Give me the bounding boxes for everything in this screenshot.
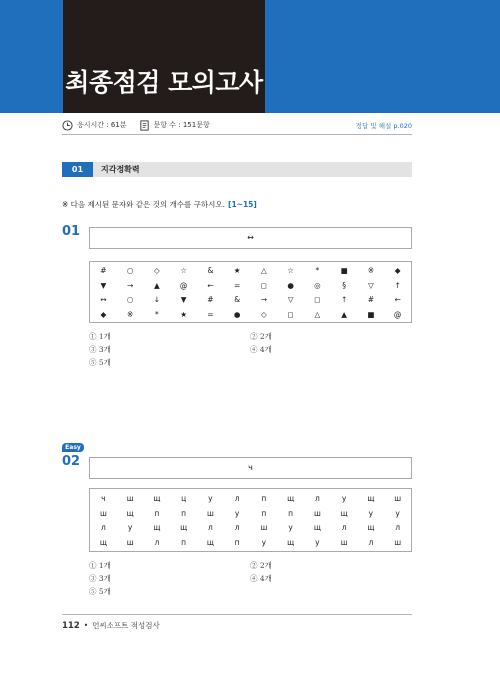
- option-1[interactable]: ① 1개: [89, 332, 111, 341]
- grid-symbol: ○: [126, 266, 134, 275]
- grid-symbol: щ: [313, 523, 321, 532]
- answer-reference[interactable]: 정답 및 해설 p.020: [355, 122, 412, 130]
- option-3[interactable]: ③ 3개: [89, 345, 111, 354]
- grid-symbol: ш: [340, 537, 348, 547]
- instruction-range: [1~15]: [228, 200, 257, 209]
- grid-symbol: у: [368, 508, 374, 518]
- grid-symbol: #: [367, 295, 375, 304]
- grid-symbol: у: [127, 523, 133, 532]
- symbol-grid-box: [89, 261, 412, 323]
- section-number: 01: [62, 162, 93, 177]
- page-title: 최종점검 모의고사: [65, 68, 263, 97]
- grid-symbol: #: [207, 295, 214, 304]
- grid-symbol: ▽: [287, 295, 294, 304]
- grid-symbol: *: [155, 309, 159, 319]
- grid-symbol: ★: [233, 266, 241, 275]
- grid-symbol: ★: [180, 309, 187, 319]
- grid-symbol: &: [207, 266, 214, 275]
- option-4[interactable]: ④ 4개: [250, 574, 272, 583]
- grid-symbol: л: [314, 494, 320, 503]
- option-3[interactable]: ③ 3개: [89, 574, 111, 583]
- grid-symbol: п: [261, 508, 267, 518]
- grid-symbol: ▽: [367, 280, 374, 290]
- grid-symbol: ◆: [394, 266, 401, 275]
- easy-badge: Easy: [62, 443, 84, 452]
- grid-symbol: ○: [126, 295, 134, 304]
- grid-symbol: п: [261, 494, 267, 503]
- grid-symbol: →: [126, 280, 134, 290]
- grid-symbol: ш: [260, 523, 268, 532]
- grid-symbol: у: [315, 537, 320, 547]
- grid-symbol: ◎: [314, 280, 321, 290]
- grid-symbol: ч: [101, 494, 106, 503]
- grid-symbol: у: [288, 523, 293, 532]
- grid-symbol: л: [234, 523, 240, 532]
- time-label: 응시시간 : 61분: [77, 121, 127, 129]
- footer: [62, 620, 160, 631]
- option-4[interactable]: ④ 4개: [250, 345, 272, 354]
- grid-symbol: л: [395, 523, 401, 532]
- grid-symbol: щ: [153, 523, 161, 532]
- grid-symbol: щ: [99, 537, 107, 547]
- grid-symbol: п: [181, 508, 187, 518]
- count-info: [139, 120, 210, 131]
- book-title: 언씨소프트 적성검사: [92, 621, 160, 630]
- grid-symbol: ■: [367, 309, 375, 319]
- grid-symbol: ←: [394, 295, 401, 304]
- grid-symbol: ☆: [180, 266, 187, 275]
- grid-symbol: =: [207, 309, 214, 319]
- grid-symbol: ←: [207, 280, 214, 290]
- grid-symbol: щ: [206, 537, 214, 547]
- target-symbol-box: [89, 227, 412, 249]
- target-symbol: ↔: [247, 233, 254, 242]
- grid-symbol: ш: [126, 537, 134, 547]
- grid-symbol: ●: [287, 280, 294, 290]
- grid-symbol: ※: [367, 266, 375, 275]
- grid-symbol: у: [208, 494, 213, 503]
- grid-symbol: ↔: [100, 295, 107, 304]
- grid-symbol: ш: [394, 494, 402, 503]
- grid-symbol: щ: [126, 508, 134, 518]
- question-number: 02: [62, 454, 81, 469]
- grid-symbol: @: [393, 309, 402, 319]
- section-bar: [62, 162, 412, 177]
- symbol-grid-box: [89, 488, 412, 552]
- grid-symbol: §: [342, 280, 346, 290]
- grid-symbol: ◇: [260, 309, 267, 319]
- target-symbol-box: [89, 457, 412, 479]
- grid-symbol: ▼: [180, 295, 187, 304]
- grid-symbol: п: [288, 508, 294, 518]
- grid-symbol: *: [315, 266, 320, 275]
- grid-symbol: щ: [340, 508, 348, 518]
- grid-symbol: у: [395, 508, 400, 518]
- grid-symbol: у: [341, 494, 347, 503]
- grid-symbol: щ: [287, 537, 295, 547]
- grid-symbol: @: [179, 280, 188, 290]
- section-title: 지각정확력: [101, 165, 140, 174]
- grid-symbol: ※: [126, 309, 134, 319]
- grid-symbol: щ: [180, 523, 188, 532]
- option-5[interactable]: ⑤ 5개: [89, 358, 111, 367]
- grid-symbol: п: [181, 537, 187, 547]
- title-box: [63, 0, 265, 113]
- grid-symbol: ■: [340, 266, 348, 275]
- grid-symbol: ◇: [153, 266, 160, 275]
- grid-symbol: ◻: [260, 280, 267, 290]
- page-number: 112: [62, 620, 80, 631]
- grid-symbol: #: [100, 266, 107, 275]
- grid-symbol: л: [234, 494, 240, 503]
- grid-symbol: щ: [367, 523, 375, 532]
- grid-symbol: щ: [153, 494, 161, 503]
- option-2[interactable]: ② 2개: [250, 332, 272, 341]
- grid-symbol: ●: [233, 309, 241, 319]
- grid-symbol: у: [234, 508, 240, 518]
- clock-icon: [62, 120, 73, 131]
- footer-separator: •: [83, 621, 89, 630]
- grid-symbol: →: [260, 295, 268, 304]
- grid-symbol: ш: [206, 508, 214, 518]
- grid-symbol: ▼: [100, 280, 107, 290]
- grid-symbol: ↑: [340, 295, 348, 304]
- grid-symbol: ↑: [394, 280, 401, 290]
- grid-symbol: ш: [313, 508, 321, 518]
- grid-symbol: ц: [181, 494, 187, 503]
- grid-symbol: л: [154, 537, 160, 547]
- footer-divider: [62, 614, 412, 615]
- grid-symbol: &: [234, 295, 241, 304]
- grid-symbol: ш: [126, 494, 134, 503]
- symbol-grid: [90, 264, 411, 322]
- document-icon: [139, 120, 150, 131]
- count-label: 문항 수 : 151문항: [153, 121, 210, 129]
- symbol-grid: [90, 492, 411, 550]
- instruction-text: ※ 다음 제시된 문자와 같은 것의 개수를 구하시오.: [62, 200, 226, 209]
- grid-symbol: ш: [99, 508, 107, 518]
- grid-symbol: ▲: [153, 280, 160, 290]
- grid-symbol: щ: [287, 494, 295, 503]
- grid-symbol: ◆: [100, 309, 107, 319]
- grid-symbol: л: [100, 523, 106, 532]
- grid-symbol: ☆: [287, 266, 294, 275]
- divider: [62, 134, 412, 135]
- option-1[interactable]: ① 1개: [89, 561, 111, 570]
- option-2[interactable]: ② 2개: [250, 561, 272, 570]
- time-info: [62, 120, 127, 131]
- option-5[interactable]: ⑤ 5개: [89, 587, 111, 596]
- instruction: [62, 199, 257, 210]
- grid-symbol: △: [314, 309, 321, 319]
- grid-symbol: ◻: [314, 295, 321, 304]
- grid-symbol: л: [341, 523, 347, 532]
- question-number: 01: [62, 224, 81, 239]
- grid-symbol: ↓: [153, 295, 161, 304]
- grid-symbol: п: [154, 508, 160, 518]
- grid-symbol: у: [261, 537, 267, 547]
- grid-symbol: щ: [367, 494, 375, 503]
- grid-symbol: л: [368, 537, 374, 547]
- grid-symbol: =: [233, 280, 241, 290]
- grid-symbol: л: [207, 523, 213, 532]
- grid-symbol: ш: [394, 537, 402, 547]
- grid-symbol: ▲: [341, 309, 348, 319]
- grid-symbol: ◻: [287, 309, 294, 319]
- grid-symbol: △: [260, 266, 267, 275]
- target-symbol: ч: [248, 463, 253, 472]
- grid-symbol: п: [234, 537, 240, 547]
